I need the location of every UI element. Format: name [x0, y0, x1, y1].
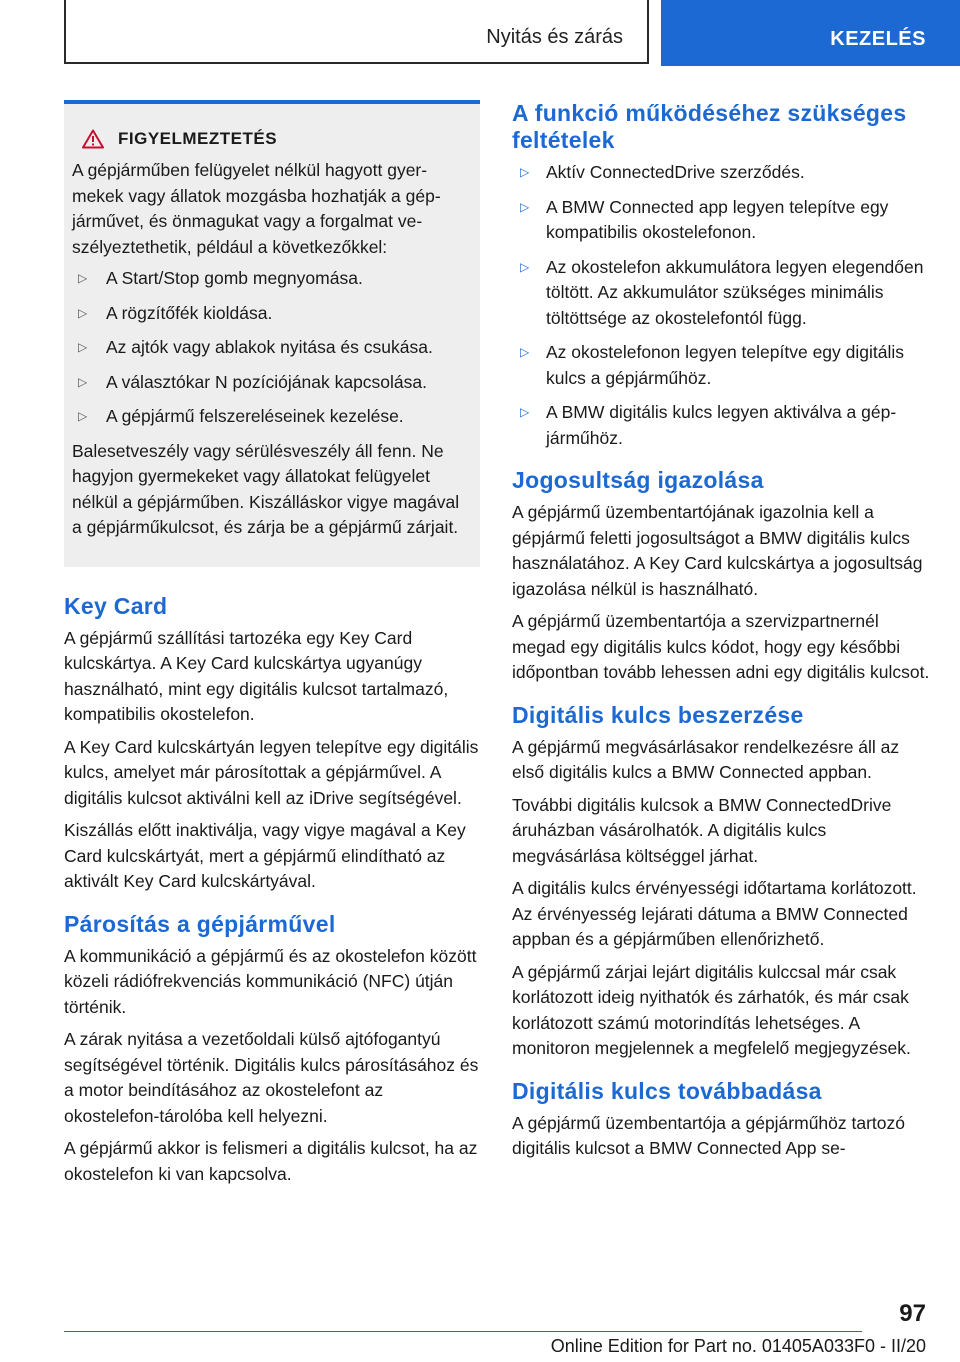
bullet-triangle-icon: ▷ [78, 271, 88, 285]
bullet-triangle-icon: ▷ [78, 374, 88, 389]
bullet-triangle-icon: ▷ [520, 199, 530, 214]
bullet-triangle-icon: ▷ [78, 409, 88, 423]
keycard-paragraph-1: A gépjármű szállítási tartozéka egy Key Card kulcskártya. A Key Card kulcskártya ugyanúgy használható, mint egy digitális kulcsot tartalmazó, kompatibilis okostelefon. [64, 627, 449, 724]
authorization-paragraph-1: A gépjármű üzembentartójának igazolnia kell a gépjármű feletti jogosultságot a BMW digitális kulcs használatához. A Key Card kulcskártya a jogosultság igazolása nélkül is használható. [512, 502, 923, 599]
list-item: ▷ A rögzítőfék kioldása. [72, 301, 470, 327]
requirements-heading: A funkció működéséhez szükséges feltételek [512, 100, 907, 153]
forward-heading: Digitális kulcs továbbadása [512, 1077, 822, 1104]
list-item: ▷ Az okostelefonon legyen telepítve egy digitális kulcs a gépjárműhöz. [520, 342, 905, 388]
bullet-triangle-icon: ▷ [78, 305, 88, 320]
forward-paragraph-1: A gépjármű üzembentartója a gépjárműhöz tartozó digitális kulcsot a BMW Connected App se- [512, 1112, 906, 1158]
acquire-heading: Digitális kulcs beszerzése [512, 701, 804, 728]
list-item: ▷ A BMW Connected app legyen telepítve egy kompatibilis okostelefonon. [520, 196, 889, 242]
authorization-paragraph-2: A gépjármű üzembentartója a szervizpartnernél megad egy digitális kulcs kódot, hogy egy későbbi időpontban tovább lehessen adni egy digitális kulcsot. [512, 611, 930, 682]
list-item: ▷ Aktív ConnectedDrive szerződés. [512, 160, 930, 186]
warning-title: FIGYELMEZTETÉS [118, 129, 278, 148]
bullet-triangle-icon: ▷ [78, 340, 88, 354]
warning-list [72, 266, 470, 430]
bullet-triangle-icon: ▷ [520, 259, 530, 274]
requirements-list [512, 160, 930, 451]
page-number: 97 [899, 1300, 926, 1327]
bullet-triangle-icon: ▷ [520, 345, 530, 359]
footer-divider [64, 1331, 862, 1332]
authorization-heading: Jogosultság igazolása [512, 467, 764, 493]
acquire-paragraph-3: A digitális kulcs érvényességi időtartama korlátozott. Az érvényesség lejárati dátuma a BMW Connected appban és a gépjárműben ellenőrizhető. [512, 878, 917, 949]
list-item: ▷ Az ajtók vagy ablakok nyitása és csukása. [72, 335, 470, 361]
pairing-heading: Párosítás a gépjárművel [64, 910, 336, 937]
warning-box [64, 100, 480, 567]
acquire-paragraph-1: A gépjármű megvásárlásakor rendelkezésre áll az első digitális kulcs a BMW Connected appban. [512, 736, 900, 782]
list-item: ▷ A választókar N pozíciójának kapcsolása. [72, 370, 470, 396]
list-item: ▷ A gépjármű felszereléseinek kezelése. [72, 404, 470, 430]
warning-triangle-icon [82, 129, 104, 149]
header-section-title: Nyitás és zárás [486, 26, 623, 48]
warning-header [72, 126, 470, 152]
bullet-triangle-icon: ▷ [520, 165, 530, 179]
footer-edition: Online Edition for Part no. 01405A033F0 - II/20 [550, 1336, 926, 1356]
keycard-paragraph-3: Kiszállás előtt inaktiválja, vagy vigye magával a Key Card kulcskártyát, mert a gépjármű elindítható az aktivált Key Card kulcskártyával. [64, 820, 466, 891]
keycard-paragraph-2: A Key Card kulcskártyán legyen telepítve egy digitális kulcs, amelyet már párosítottak a gépjárművel. A digitális kulcsot aktiválni kell az iDrive segítségével. [64, 736, 479, 808]
header-chapter-tab [661, 0, 960, 66]
pairing-paragraph-2: A zárak nyitása a vezetőoldali külső ajtófogantyú segítségével történik. Digitális kulcs párosításához és a motor beindításához az okostelefont az okostelefon-tárolóba kell helyezni. [64, 1029, 479, 1126]
warning-intro: A gépjárműben felügyelet nélkül hagyott gyermekek vagy állatok mozgásba hozhatják a gépjárművet, és önmagukat vagy a forgalmat veszélyeztethetik, például a következőkkel: [72, 160, 441, 257]
bullet-triangle-icon: ▷ [520, 405, 530, 419]
keycard-heading: Key Card [64, 592, 168, 619]
right-column [512, 100, 930, 1169]
list-item: ▷ A Start/Stop gomb megnyomása. [72, 266, 470, 292]
list-item: ▷ Az okostelefon akkumulátora legyen elegendően töltött. Az akkumulátor szükséges minimális töltöttsége az okostelefontól függ. [520, 256, 924, 328]
pairing-paragraph-3: A gépjármű akkor is felismeri a digitális kulcsot, ha az okostelefon ki van kapcsolva. [64, 1138, 478, 1184]
left-column [64, 100, 480, 1194]
list-item: ▷ A BMW digitális kulcs legyen aktiválva a gépjárműhöz. [520, 402, 897, 448]
acquire-paragraph-2: További digitális kulcsok a BMW ConnectedDrive áruházban vásárolhatók. A digitális kulcs megvásárlása költséggel járhat. [512, 794, 892, 866]
warning-outro: Balesetveszély vagy sérülésveszély áll fenn. Ne hagyjon gyermekeket vagy állatokat felügyelet nélkül a gépjárműben. Kiszálláskor vigye magával a gépjárműkulcsot, és zárja be a gépjármű zárjait. [72, 440, 460, 537]
pairing-paragraph-1: A kommunikáció a gépjármű és az okostelefon között közeli rádiófrekvenciás kommunikáció (NFC) útján történik. [64, 945, 477, 1017]
header-chapter-label: KEZELÉS [830, 28, 926, 50]
acquire-paragraph-4: A gépjármű zárjai lejárt digitális kulccsal már csak korlátozott ideig nyithatók és zárhatók, és már csak korlátozott számú motorindítás lehetséges. A monitoron megjelennek a megfelelő megjegyzések. [512, 961, 911, 1058]
